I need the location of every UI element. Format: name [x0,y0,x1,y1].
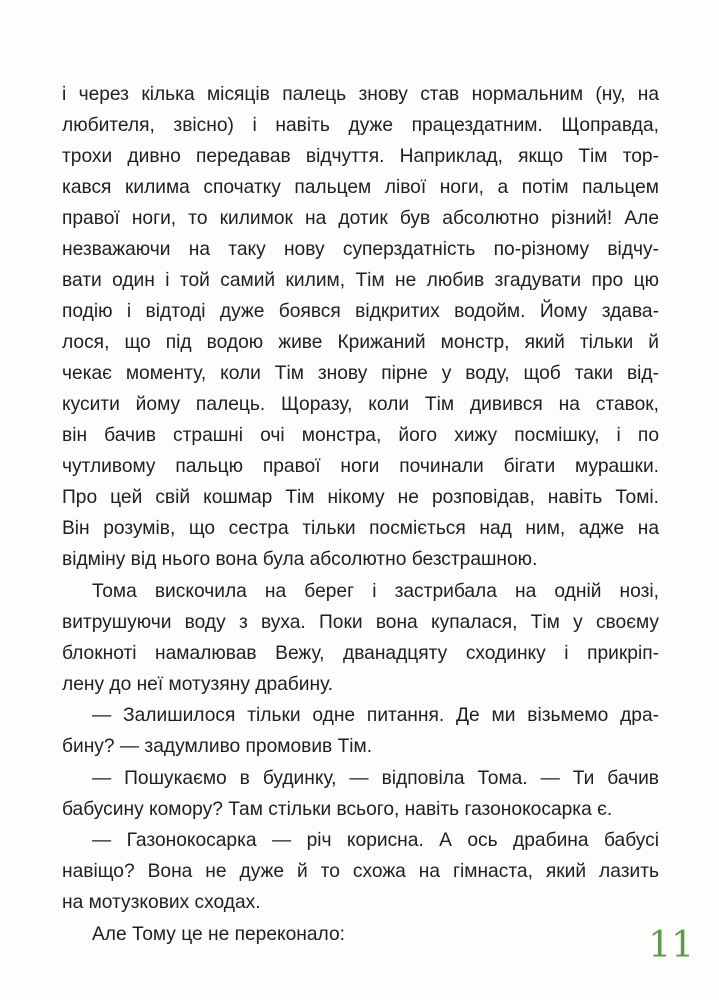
text-line: на мотузкових сходах. [62,892,261,913]
text-line: бину? — задумливо промовив Тім. [62,736,373,757]
text-line: Про цей свій кошмар Тім нікому не розповідав, навіть Томі. [62,487,659,508]
text-line: він бачив страшні очі монстра, його хижу посмішку, і по [62,425,659,446]
text-line: Він розумів, що сестра тільки посміється над ним, адже на [62,518,659,539]
text-line: лося, що під водою живе Крижаний монстр, який тільки й [62,332,659,353]
text-line: Тома вискочила на берег і застрибала на одній нозі, [92,581,659,602]
text-line: бабусину комору? Там стільки всього, навіть газонокосарка є. [62,799,613,820]
text-line: вати один і той самий килим, Тім не любив згадувати про цю [62,270,659,291]
text-line: правої ноги, то килимок на дотик був абсолютно різний! Але [62,208,659,229]
text-line: витрушуючи воду з вуха. Поки вона купалася, Тім у своєму [62,612,659,633]
page-number: 11 [648,925,694,966]
text-line: трохи дивно передавав відчуття. Наприклад, якщо Тім тор- [62,146,659,167]
text-line: — Газонокосарка — річ корисна. А ось драбина бабусі [92,830,659,851]
text-line: чекає моменту, коли Тім знову пірне у воду, щоб таки від- [62,363,659,384]
text-line: і через кілька місяців палець знову став нормальним (ну, на [62,84,659,105]
text-line: любителя, звісно) і навіть дуже працездатним. Щоправда, [62,115,659,136]
text-line: Але Тому це не переконало: [92,924,345,945]
text-line: кусити йому палець. Щоразу, коли Тім дивився на ставок, [62,394,659,415]
text-line: блокноті намалював Вежу, дванадцяту сходинку і прикріп- [62,643,659,664]
text-line: — Залишилося тільки одне питання. Де ми візьмемо дра- [92,705,659,726]
text-line: відміну від нього вона була абсолютно безстрашною. [62,549,538,570]
text-line: кався килима спочатку пальцем лівої ноги, а потім пальцем [62,177,659,198]
text-line: навіщо? Вона не дуже й то схожа на гімнаста, який лазить [62,861,659,882]
text-line: незважаючи на таку нову суперздатність по-різному відчу- [62,239,659,260]
text-line: подію і відтоді дуже боявся відкритих водойм. Йому здава- [62,301,659,322]
text-line: — Пошукаємо в будинку, — відповіла Тома. — Ти бачив [92,768,659,789]
text-line: лену до неї мотузяну драбину. [62,674,334,695]
text-line: чутливому пальцю правої ноги починали бігати мурашки. [62,456,659,477]
